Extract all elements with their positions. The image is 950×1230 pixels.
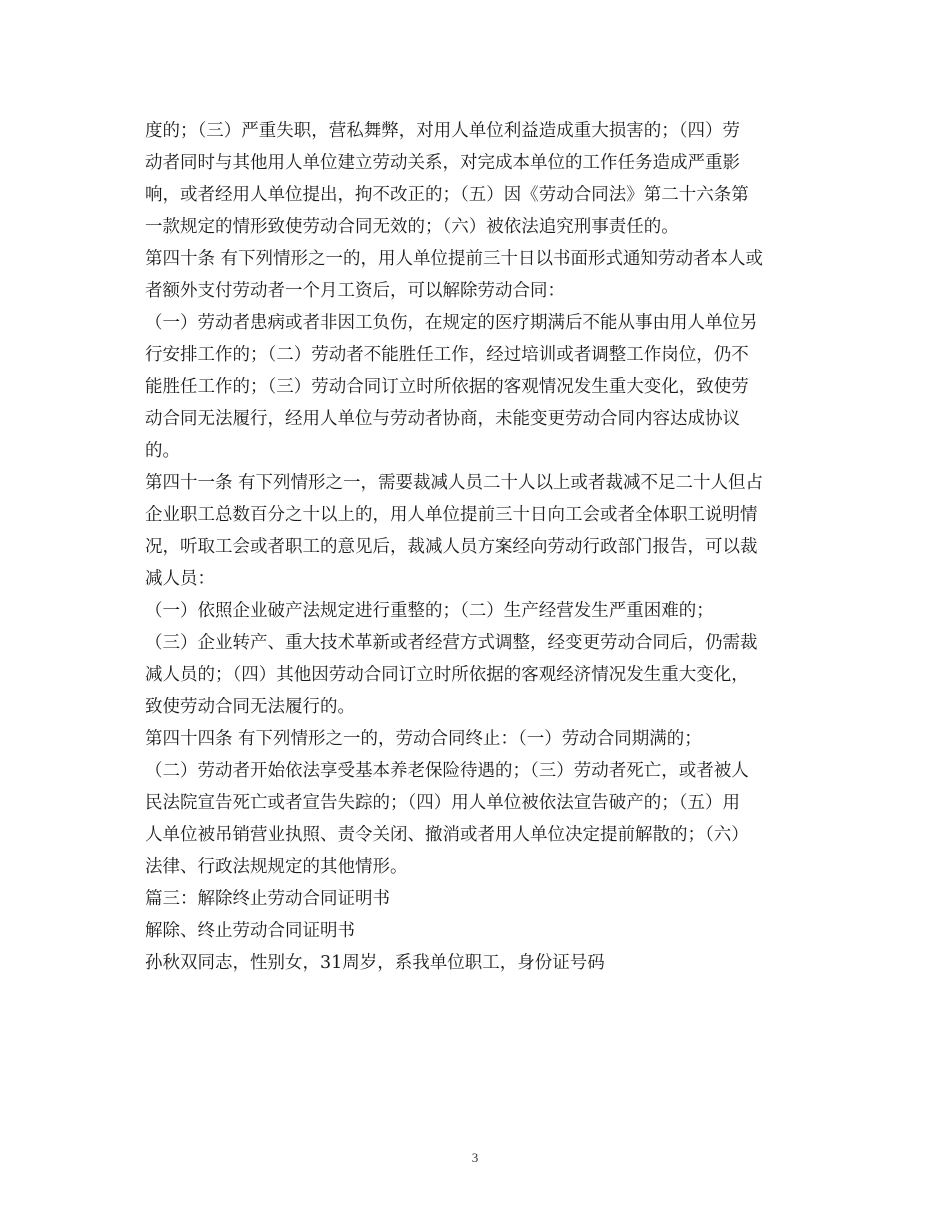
text-line: 度的；（三）严重失职，营私舞弊，对用人单位利益造成重大损害的；（四）劳 bbox=[145, 121, 740, 141]
text-line: 人单位被吊销营业执照、责令关闭、撤消或者用人单位决定提前解散的；（六） bbox=[145, 825, 749, 845]
text-line: 一款规定的情形致使劳动合同无效的；（六）被依法追究刑事责任的。 bbox=[145, 217, 679, 237]
section-heading: 篇三：解除终止劳动合同证明书 bbox=[145, 889, 390, 909]
article-41-heading-line: 第四十一条 有下列情形之一，需要裁减人员二十人以上或者裁减不足二十人但占 bbox=[145, 473, 764, 493]
text-line: 者额外支付劳动者一个月工资后，可以解除劳动合同： bbox=[145, 281, 565, 301]
text-line: （一）劳动者患病或者非因工负伤，在规定的医疗期满后不能从事由用人单位另 bbox=[145, 313, 758, 333]
text-line: 动者同时与其他用人单位建立劳动关系，对完成本单位的工作任务造成严重影 bbox=[145, 153, 740, 173]
text-line: 动合同无法履行，经用人单位与劳动者协商，未能变更劳动合同内容达成协议 bbox=[145, 409, 740, 429]
text-line: 企业职工总数百分之十以上的，用人单位提前三十日向工会或者全体职工说明情 bbox=[145, 505, 758, 525]
text-line: 致使劳动合同无法履行的。 bbox=[145, 697, 355, 717]
text-line: （二）劳动者开始依法享受基本养老保险待遇的；（三）劳动者死亡，或者被人 bbox=[145, 761, 749, 781]
text-line: 况，听取工会或者职工的意见后，裁减人员方案经向劳动行政部门报告，可以裁 bbox=[145, 537, 758, 557]
article-44-heading-line: 第四十四条 有下列情形之一的，劳动合同终止：（一）劳动合同期满的； bbox=[145, 729, 702, 749]
certificate-title: 解除、终止劳动合同证明书 bbox=[145, 921, 355, 941]
text-line: 民法院宣告死亡或者宣告失踪的；（四）用人单位被依法宣告破产的；（五）用 bbox=[145, 793, 740, 813]
text-line: 行安排工作的；（二）劳动者不能胜任工作，经过培训或者调整工作岗位，仍不 bbox=[145, 345, 749, 365]
text-line: 法律、行政法规规定的其他情形。 bbox=[145, 857, 408, 877]
text-line: 能胜任工作的；（三）劳动合同订立时所依据的客观情况发生重大变化，致使劳 bbox=[145, 377, 749, 397]
text-line: 减人员的；（四）其他因劳动合同订立时所依据的客观经济情况发生重大变化， bbox=[145, 665, 749, 685]
text-line: 的。 bbox=[145, 441, 180, 461]
text-line: （三）企业转产、重大技术革新或者经营方式调整，经变更劳动合同后，仍需裁 bbox=[145, 633, 758, 653]
text-line: 响，或者经用人单位提出，拘不改正的；（五）因《劳动合同法》第二十六条第 bbox=[145, 185, 749, 205]
text-line: 减人员： bbox=[145, 569, 215, 589]
document-body bbox=[145, 115, 825, 979]
text-line: （一）依照企业破产法规定进行重整的；（二）生产经营发生严重困难的； bbox=[145, 601, 714, 621]
page-number: 3 bbox=[471, 1150, 479, 1165]
text-line: 孙秋双同志，性别女，31周岁，系我单位职工，身份证号码 bbox=[145, 953, 605, 973]
article-40-heading-line: 第四十条 有下列情形之一的，用人单位提前三十日以书面形式通知劳动者本人或 bbox=[145, 249, 764, 269]
